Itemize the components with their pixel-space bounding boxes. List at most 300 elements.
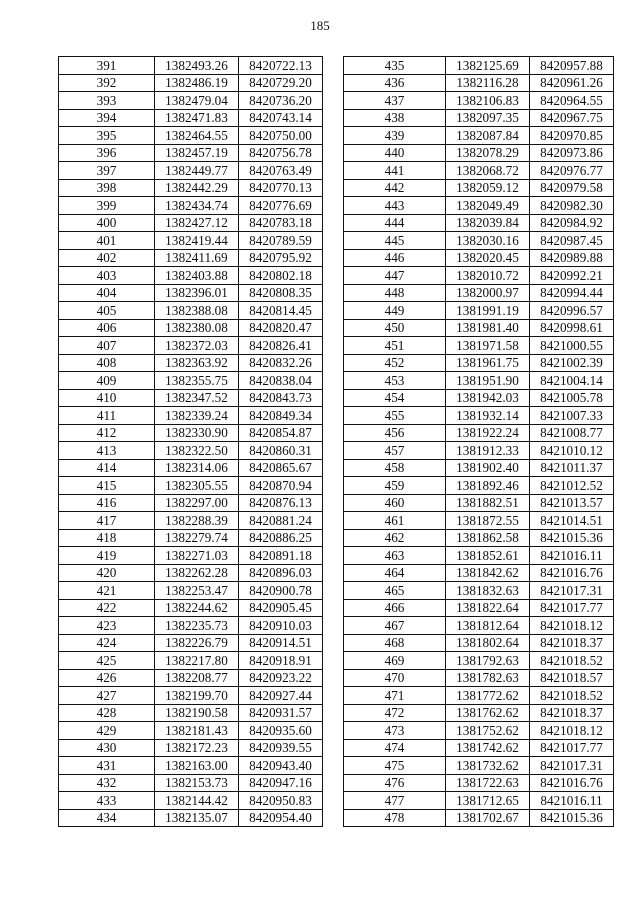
table-row (59, 214, 323, 232)
x-coordinate-cell: 1382322.50 (155, 442, 239, 460)
table-row (59, 634, 323, 652)
x-coordinate-cell: 1381812.64 (446, 617, 530, 635)
y-coordinate-cell: 8421018.12 (530, 722, 614, 740)
x-coordinate-cell: 1382493.26 (155, 57, 239, 75)
point-number-cell: 399 (59, 197, 155, 215)
x-coordinate-cell: 1382000.97 (446, 284, 530, 302)
table-row (59, 442, 323, 460)
point-number-cell: 449 (344, 302, 446, 320)
x-coordinate-cell: 1382396.01 (155, 284, 239, 302)
y-coordinate-cell: 8420876.13 (239, 494, 323, 512)
point-number-cell: 410 (59, 389, 155, 407)
y-coordinate-cell: 8420783.18 (239, 214, 323, 232)
y-coordinate-cell: 8420905.45 (239, 599, 323, 617)
table-row (344, 337, 614, 355)
table-row (344, 197, 614, 215)
x-coordinate-cell: 1381782.63 (446, 669, 530, 687)
x-coordinate-cell: 1381932.14 (446, 407, 530, 425)
x-coordinate-cell: 1382125.69 (446, 57, 530, 75)
point-number-cell: 464 (344, 564, 446, 582)
point-number-cell: 394 (59, 109, 155, 127)
point-number-cell: 461 (344, 512, 446, 530)
x-coordinate-cell: 1381892.46 (446, 477, 530, 495)
x-coordinate-cell: 1382049.49 (446, 197, 530, 215)
table-row (59, 267, 323, 285)
y-coordinate-cell: 8421014.51 (530, 512, 614, 530)
x-coordinate-cell: 1382479.04 (155, 92, 239, 110)
point-number-cell: 407 (59, 337, 155, 355)
y-coordinate-cell: 8420970.85 (530, 127, 614, 145)
point-number-cell: 431 (59, 757, 155, 775)
point-number-cell: 418 (59, 529, 155, 547)
table-row (344, 792, 614, 810)
point-number-cell: 438 (344, 109, 446, 127)
y-coordinate-cell: 8420987.45 (530, 232, 614, 250)
table-row (59, 582, 323, 600)
y-coordinate-cell: 8420973.86 (530, 144, 614, 162)
y-coordinate-cell: 8420886.25 (239, 529, 323, 547)
table-row (59, 687, 323, 705)
point-number-cell: 400 (59, 214, 155, 232)
x-coordinate-cell: 1381722.63 (446, 774, 530, 792)
x-coordinate-cell: 1382244.62 (155, 599, 239, 617)
point-number-cell: 416 (59, 494, 155, 512)
y-coordinate-cell: 8420854.87 (239, 424, 323, 442)
x-coordinate-cell: 1382135.07 (155, 809, 239, 827)
point-number-cell: 448 (344, 284, 446, 302)
point-number-cell: 457 (344, 442, 446, 460)
x-coordinate-cell: 1382039.84 (446, 214, 530, 232)
point-number-cell: 445 (344, 232, 446, 250)
table-row (344, 74, 614, 92)
y-coordinate-cell: 8421005.78 (530, 389, 614, 407)
table-row (344, 144, 614, 162)
x-coordinate-cell: 1382087.84 (446, 127, 530, 145)
y-coordinate-cell: 8420918.91 (239, 652, 323, 670)
point-number-cell: 426 (59, 669, 155, 687)
y-coordinate-cell: 8421017.77 (530, 599, 614, 617)
y-coordinate-cell: 8420900.78 (239, 582, 323, 600)
y-coordinate-cell: 8420865.67 (239, 459, 323, 477)
x-coordinate-cell: 1382314.06 (155, 459, 239, 477)
x-coordinate-cell: 1381822.64 (446, 599, 530, 617)
point-number-cell: 441 (344, 162, 446, 180)
point-number-cell: 415 (59, 477, 155, 495)
table-row (59, 127, 323, 145)
x-coordinate-cell: 1381792.63 (446, 652, 530, 670)
point-number-cell: 473 (344, 722, 446, 740)
table-row (59, 704, 323, 722)
table-row (59, 407, 323, 425)
point-number-cell: 398 (59, 179, 155, 197)
point-number-cell: 471 (344, 687, 446, 705)
y-coordinate-cell: 8421000.55 (530, 337, 614, 355)
x-coordinate-cell: 1382116.28 (446, 74, 530, 92)
x-coordinate-cell: 1381762.62 (446, 704, 530, 722)
table-row (344, 424, 614, 442)
point-number-cell: 435 (344, 57, 446, 75)
table-row (344, 354, 614, 372)
table-row (59, 57, 323, 75)
table-row (344, 302, 614, 320)
y-coordinate-cell: 8420961.26 (530, 74, 614, 92)
x-coordinate-cell: 1382068.72 (446, 162, 530, 180)
x-coordinate-cell: 1381912.33 (446, 442, 530, 460)
x-coordinate-cell: 1382427.12 (155, 214, 239, 232)
point-number-cell: 443 (344, 197, 446, 215)
table-row (344, 389, 614, 407)
table-row (344, 109, 614, 127)
y-coordinate-cell: 8420808.35 (239, 284, 323, 302)
x-coordinate-cell: 1382297.00 (155, 494, 239, 512)
table-row (59, 249, 323, 267)
table-row (59, 74, 323, 92)
y-coordinate-cell: 8420957.88 (530, 57, 614, 75)
x-coordinate-cell: 1382262.28 (155, 564, 239, 582)
point-number-cell: 478 (344, 809, 446, 827)
y-coordinate-cell: 8420935.60 (239, 722, 323, 740)
y-coordinate-cell: 8420838.04 (239, 372, 323, 390)
x-coordinate-cell: 1382471.83 (155, 109, 239, 127)
x-coordinate-cell: 1382030.16 (446, 232, 530, 250)
x-coordinate-cell: 1381902.40 (446, 459, 530, 477)
y-coordinate-cell: 8420914.51 (239, 634, 323, 652)
table-row (59, 372, 323, 390)
x-coordinate-cell: 1382271.03 (155, 547, 239, 565)
x-coordinate-cell: 1382363.92 (155, 354, 239, 372)
y-coordinate-cell: 8420939.55 (239, 739, 323, 757)
point-number-cell: 452 (344, 354, 446, 372)
y-coordinate-cell: 8420989.88 (530, 249, 614, 267)
table-row (344, 407, 614, 425)
point-number-cell: 430 (59, 739, 155, 757)
y-coordinate-cell: 8421016.11 (530, 792, 614, 810)
table-row (344, 214, 614, 232)
y-coordinate-cell: 8421008.77 (530, 424, 614, 442)
y-coordinate-cell: 8421018.52 (530, 687, 614, 705)
x-coordinate-cell: 1382419.44 (155, 232, 239, 250)
y-coordinate-cell: 8420982.30 (530, 197, 614, 215)
x-coordinate-cell: 1382403.88 (155, 267, 239, 285)
table-row (59, 459, 323, 477)
x-coordinate-cell: 1381872.55 (446, 512, 530, 530)
y-coordinate-cell: 8420896.03 (239, 564, 323, 582)
y-coordinate-cell: 8420910.03 (239, 617, 323, 635)
coordinates-table-left-body (59, 57, 323, 827)
y-coordinate-cell: 8421016.76 (530, 564, 614, 582)
table-row (344, 494, 614, 512)
x-coordinate-cell: 1381852.61 (446, 547, 530, 565)
x-coordinate-cell: 1382010.72 (446, 267, 530, 285)
point-number-cell: 412 (59, 424, 155, 442)
point-number-cell: 467 (344, 617, 446, 635)
table-row (59, 109, 323, 127)
x-coordinate-cell: 1381971.58 (446, 337, 530, 355)
x-coordinate-cell: 1382106.83 (446, 92, 530, 110)
point-number-cell: 460 (344, 494, 446, 512)
table-row (344, 477, 614, 495)
table-row (344, 162, 614, 180)
point-number-cell: 458 (344, 459, 446, 477)
y-coordinate-cell: 8420931.57 (239, 704, 323, 722)
x-coordinate-cell: 1382434.74 (155, 197, 239, 215)
y-coordinate-cell: 8421018.37 (530, 704, 614, 722)
x-coordinate-cell: 1382217.80 (155, 652, 239, 670)
table-row (344, 284, 614, 302)
point-number-cell: 420 (59, 564, 155, 582)
table-row (344, 442, 614, 460)
point-number-cell: 427 (59, 687, 155, 705)
x-coordinate-cell: 1382355.75 (155, 372, 239, 390)
point-number-cell: 414 (59, 459, 155, 477)
table-row (59, 774, 323, 792)
x-coordinate-cell: 1382442.29 (155, 179, 239, 197)
table-row (59, 529, 323, 547)
y-coordinate-cell: 8420943.40 (239, 757, 323, 775)
y-coordinate-cell: 8420763.49 (239, 162, 323, 180)
y-coordinate-cell: 8420756.78 (239, 144, 323, 162)
table-row (59, 144, 323, 162)
point-number-cell: 419 (59, 547, 155, 565)
point-number-cell: 417 (59, 512, 155, 530)
point-number-cell: 413 (59, 442, 155, 460)
x-coordinate-cell: 1381752.62 (446, 722, 530, 740)
x-coordinate-cell: 1382449.77 (155, 162, 239, 180)
x-coordinate-cell: 1382020.45 (446, 249, 530, 267)
x-coordinate-cell: 1382172.23 (155, 739, 239, 757)
x-coordinate-cell: 1381832.63 (446, 582, 530, 600)
coordinates-table-right (343, 56, 614, 827)
table-row (344, 127, 614, 145)
point-number-cell: 408 (59, 354, 155, 372)
point-number-cell: 466 (344, 599, 446, 617)
point-number-cell: 439 (344, 127, 446, 145)
point-number-cell: 429 (59, 722, 155, 740)
point-number-cell: 454 (344, 389, 446, 407)
table-row (344, 564, 614, 582)
table-row (344, 739, 614, 757)
x-coordinate-cell: 1382279.74 (155, 529, 239, 547)
point-number-cell: 455 (344, 407, 446, 425)
x-coordinate-cell: 1382486.19 (155, 74, 239, 92)
point-number-cell: 432 (59, 774, 155, 792)
point-number-cell: 444 (344, 214, 446, 232)
y-coordinate-cell: 8420743.14 (239, 109, 323, 127)
x-coordinate-cell: 1382305.55 (155, 477, 239, 495)
x-coordinate-cell: 1382457.19 (155, 144, 239, 162)
y-coordinate-cell: 8420802.18 (239, 267, 323, 285)
y-coordinate-cell: 8421012.52 (530, 477, 614, 495)
table-row (59, 337, 323, 355)
table-row (344, 757, 614, 775)
point-number-cell: 425 (59, 652, 155, 670)
point-number-cell: 469 (344, 652, 446, 670)
y-coordinate-cell: 8420992.21 (530, 267, 614, 285)
x-coordinate-cell: 1381961.75 (446, 354, 530, 372)
y-coordinate-cell: 8420736.20 (239, 92, 323, 110)
x-coordinate-cell: 1381842.62 (446, 564, 530, 582)
point-number-cell: 446 (344, 249, 446, 267)
point-number-cell: 451 (344, 337, 446, 355)
y-coordinate-cell: 8420984.92 (530, 214, 614, 232)
x-coordinate-cell: 1381951.90 (446, 372, 530, 390)
table-row (59, 477, 323, 495)
table-row (59, 669, 323, 687)
x-coordinate-cell: 1381802.64 (446, 634, 530, 652)
point-number-cell: 423 (59, 617, 155, 635)
y-coordinate-cell: 8420927.44 (239, 687, 323, 705)
point-number-cell: 440 (344, 144, 446, 162)
table-row (59, 197, 323, 215)
x-coordinate-cell: 1382380.08 (155, 319, 239, 337)
y-coordinate-cell: 8421017.31 (530, 757, 614, 775)
coordinates-table-right-body (344, 57, 614, 827)
x-coordinate-cell: 1382339.24 (155, 407, 239, 425)
y-coordinate-cell: 8420826.41 (239, 337, 323, 355)
table-row (59, 792, 323, 810)
point-number-cell: 428 (59, 704, 155, 722)
point-number-cell: 391 (59, 57, 155, 75)
table-row (344, 617, 614, 635)
y-coordinate-cell: 8420795.92 (239, 249, 323, 267)
table-row (59, 599, 323, 617)
y-coordinate-cell: 8420750.00 (239, 127, 323, 145)
point-number-cell: 450 (344, 319, 446, 337)
point-number-cell: 459 (344, 477, 446, 495)
y-coordinate-cell: 8420849.34 (239, 407, 323, 425)
point-number-cell: 447 (344, 267, 446, 285)
point-number-cell: 475 (344, 757, 446, 775)
point-number-cell: 433 (59, 792, 155, 810)
x-coordinate-cell: 1382372.03 (155, 337, 239, 355)
x-coordinate-cell: 1382253.47 (155, 582, 239, 600)
table-row (59, 722, 323, 740)
point-number-cell: 409 (59, 372, 155, 390)
table-row (59, 757, 323, 775)
y-coordinate-cell: 8420770.13 (239, 179, 323, 197)
table-row (59, 354, 323, 372)
point-number-cell: 422 (59, 599, 155, 617)
x-coordinate-cell: 1382464.55 (155, 127, 239, 145)
point-number-cell: 395 (59, 127, 155, 145)
point-number-cell: 421 (59, 582, 155, 600)
point-number-cell: 403 (59, 267, 155, 285)
x-coordinate-cell: 1382288.39 (155, 512, 239, 530)
point-number-cell: 472 (344, 704, 446, 722)
y-coordinate-cell: 8421017.31 (530, 582, 614, 600)
y-coordinate-cell: 8420996.57 (530, 302, 614, 320)
y-coordinate-cell: 8420814.45 (239, 302, 323, 320)
point-number-cell: 402 (59, 249, 155, 267)
table-row (344, 652, 614, 670)
point-number-cell: 396 (59, 144, 155, 162)
x-coordinate-cell: 1381742.62 (446, 739, 530, 757)
x-coordinate-cell: 1382235.73 (155, 617, 239, 635)
point-number-cell: 401 (59, 232, 155, 250)
x-coordinate-cell: 1381732.62 (446, 757, 530, 775)
point-number-cell: 474 (344, 739, 446, 757)
coordinates-table-left (58, 56, 323, 827)
y-coordinate-cell: 8420954.40 (239, 809, 323, 827)
x-coordinate-cell: 1382411.69 (155, 249, 239, 267)
x-coordinate-cell: 1382059.12 (446, 179, 530, 197)
table-row (59, 564, 323, 582)
x-coordinate-cell: 1381942.03 (446, 389, 530, 407)
y-coordinate-cell: 8421015.36 (530, 809, 614, 827)
y-coordinate-cell: 8421018.52 (530, 652, 614, 670)
x-coordinate-cell: 1381981.40 (446, 319, 530, 337)
y-coordinate-cell: 8421007.33 (530, 407, 614, 425)
y-coordinate-cell: 8421018.57 (530, 669, 614, 687)
x-coordinate-cell: 1382153.73 (155, 774, 239, 792)
y-coordinate-cell: 8420881.24 (239, 512, 323, 530)
y-coordinate-cell: 8420870.94 (239, 477, 323, 495)
y-coordinate-cell: 8421004.14 (530, 372, 614, 390)
table-row (59, 232, 323, 250)
x-coordinate-cell: 1382078.29 (446, 144, 530, 162)
y-coordinate-cell: 8420976.77 (530, 162, 614, 180)
y-coordinate-cell: 8421017.77 (530, 739, 614, 757)
y-coordinate-cell: 8421015.36 (530, 529, 614, 547)
x-coordinate-cell: 1382199.70 (155, 687, 239, 705)
y-coordinate-cell: 8420860.31 (239, 442, 323, 460)
point-number-cell: 404 (59, 284, 155, 302)
table-row (59, 179, 323, 197)
y-coordinate-cell: 8421013.57 (530, 494, 614, 512)
page-number: 185 (310, 18, 330, 33)
y-coordinate-cell: 8420820.47 (239, 319, 323, 337)
y-coordinate-cell: 8420776.69 (239, 197, 323, 215)
y-coordinate-cell: 8420722.13 (239, 57, 323, 75)
point-number-cell: 476 (344, 774, 446, 792)
table-row (59, 424, 323, 442)
table-row (344, 809, 614, 827)
table-row (59, 512, 323, 530)
table-row (344, 179, 614, 197)
table-row (59, 652, 323, 670)
y-coordinate-cell: 8420950.83 (239, 792, 323, 810)
table-row (344, 92, 614, 110)
x-coordinate-cell: 1382330.90 (155, 424, 239, 442)
point-number-cell: 453 (344, 372, 446, 390)
point-number-cell: 462 (344, 529, 446, 547)
table-row (59, 302, 323, 320)
table-row (59, 162, 323, 180)
y-coordinate-cell: 8421018.12 (530, 617, 614, 635)
y-coordinate-cell: 8420789.59 (239, 232, 323, 250)
x-coordinate-cell: 1381702.67 (446, 809, 530, 827)
table-row (344, 547, 614, 565)
point-number-cell: 406 (59, 319, 155, 337)
y-coordinate-cell: 8420964.55 (530, 92, 614, 110)
x-coordinate-cell: 1381991.19 (446, 302, 530, 320)
point-number-cell: 436 (344, 74, 446, 92)
x-coordinate-cell: 1382163.00 (155, 757, 239, 775)
table-row (59, 809, 323, 827)
x-coordinate-cell: 1382190.58 (155, 704, 239, 722)
table-row (59, 739, 323, 757)
point-number-cell: 468 (344, 634, 446, 652)
point-number-cell: 397 (59, 162, 155, 180)
x-coordinate-cell: 1381712.65 (446, 792, 530, 810)
point-number-cell: 393 (59, 92, 155, 110)
table-row (344, 687, 614, 705)
y-coordinate-cell: 8420979.58 (530, 179, 614, 197)
y-coordinate-cell: 8421016.76 (530, 774, 614, 792)
x-coordinate-cell: 1382181.43 (155, 722, 239, 740)
point-number-cell: 424 (59, 634, 155, 652)
y-coordinate-cell: 8420923.22 (239, 669, 323, 687)
